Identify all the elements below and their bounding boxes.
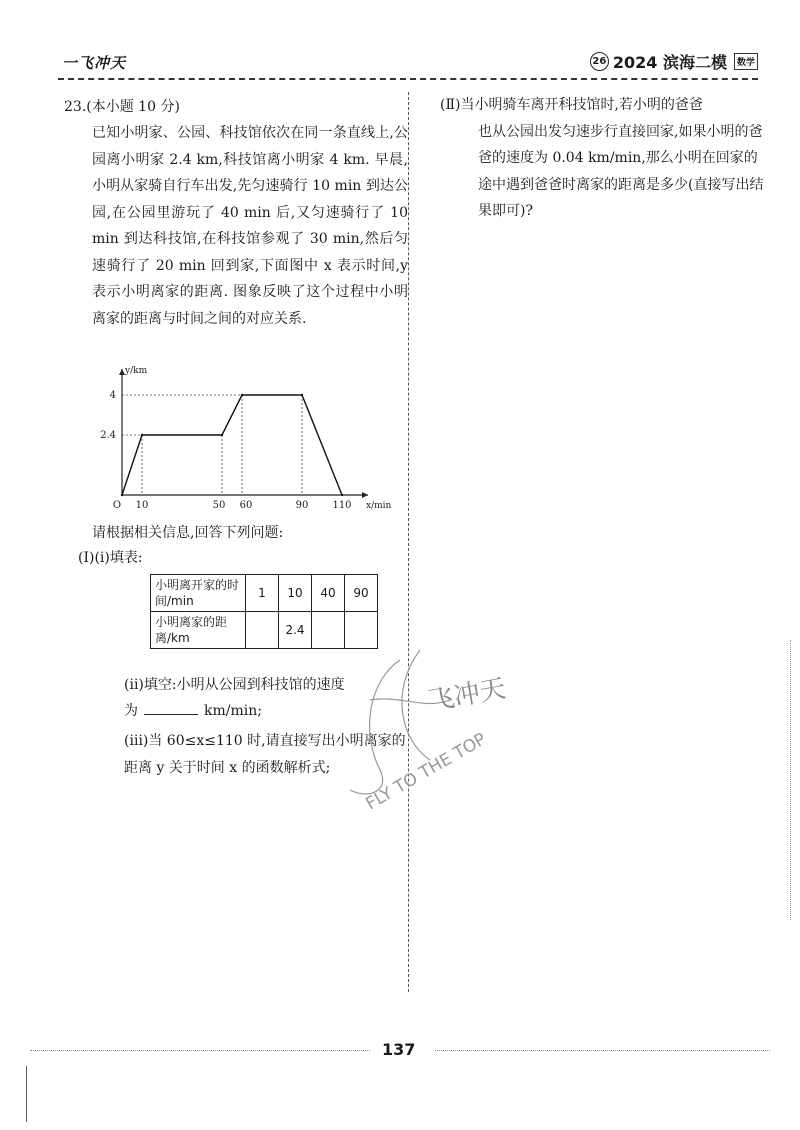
exam-title: 2024 滨海二模: [612, 53, 727, 72]
y-tick-label: 4: [109, 390, 116, 401]
row-header-time: 小明离开家的时间/min: [151, 575, 246, 612]
margin-mark: [26, 1066, 27, 1122]
data-point: [221, 434, 223, 436]
part-1-ii-prefix: 为: [124, 703, 138, 719]
x-axis-label: x/min: [366, 501, 392, 511]
data-point: [121, 494, 123, 496]
part-2-body: 也从公园出发匀速步行直接回家,如果小明的爸爸的速度为 0.04 km/min,那么小明在回家的途中遇到爸爸时离家的距离是多少(直接写出结果即可)?: [478, 123, 764, 219]
data-point: [141, 434, 143, 436]
data-point: [341, 494, 343, 496]
y-axis-label: y/km: [125, 366, 148, 376]
x-tick-label: 110: [332, 500, 352, 511]
distance-cell: 2.4: [279, 612, 312, 649]
part-1-ii-answer-line: [124, 700, 262, 720]
margin-dots: [790, 640, 791, 920]
speed-answer-blank[interactable]: [144, 700, 198, 715]
watermark-latin: FLY TO THE TOP: [362, 729, 490, 815]
time-cell: 10: [279, 575, 312, 612]
table-row: [151, 575, 378, 612]
question-intro: 已知小明家、公园、科技馆依次在同一条直线上,公园离小明家 2.4 km,科技馆离小明家 4 km. 早晨,小明从家骑自行车出发,先匀速骑行 10 min 到达公园,在公园里游玩了 40 min 后,又匀速骑行了 10 min 到达科技馆,在科技馆参观了 30 min,然后匀速骑行了 20 min 回到家,下面图中 x 表示时间,y 表示小明离家的距离. 图象反映了这个过程中小明离家的距离与时间之间的对应关系.: [92, 125, 408, 327]
distance-time-graph: [100, 365, 400, 515]
paper-number-badge: 26: [590, 52, 609, 71]
fill-in-table: [150, 574, 378, 649]
x-tick-label: 90: [295, 500, 309, 511]
data-point: [301, 394, 303, 396]
page-number: 137: [382, 1040, 416, 1059]
origin-label: O: [112, 500, 122, 511]
x-tick-label: 10: [135, 500, 149, 511]
watermark-script: 飞冲天: [426, 673, 509, 717]
part-1-ii-text: (ⅱ)填空:小明从公园到科技馆的速度: [124, 677, 345, 693]
distance-blank-cell[interactable]: [246, 612, 279, 649]
row-header-distance: 小明离家的距离/km: [151, 612, 246, 649]
time-cell: 90: [345, 575, 378, 612]
part-1-label: (Ⅰ)(ⅰ)填表:: [78, 550, 143, 566]
header-divider: [58, 78, 758, 80]
part-2-first-line: (Ⅱ)当小明骑车离开科技馆时,若小明的爸爸: [440, 97, 703, 113]
x-axis-arrow-icon: [362, 492, 368, 498]
brand-logo: 一飞冲天: [62, 54, 127, 72]
x-tick-label: 50: [212, 500, 226, 511]
part-1-iii-text: (ⅲ)当 60≤x≤110 时,请直接写出小明离家的距离 y 关于时间 x 的函数解析式;: [124, 733, 406, 776]
watermark-stamp: [330, 640, 560, 820]
question-number: 23.(本小题 10 分): [64, 99, 180, 115]
subject-tag: 数学: [734, 53, 758, 70]
answer-prompt: 请根据相关信息,回答下列问题:: [92, 525, 284, 541]
time-cell: 40: [312, 575, 345, 612]
time-cell: 1: [246, 575, 279, 612]
x-tick-label: 60: [239, 500, 253, 511]
header-title-group: [590, 50, 758, 73]
part-1-ii-unit: km/min;: [204, 703, 262, 719]
data-point: [241, 394, 243, 396]
y-tick-label: 2.4: [100, 430, 116, 441]
distance-line: [122, 395, 342, 495]
column-divider: [408, 92, 409, 992]
part-2-text: [440, 92, 770, 225]
